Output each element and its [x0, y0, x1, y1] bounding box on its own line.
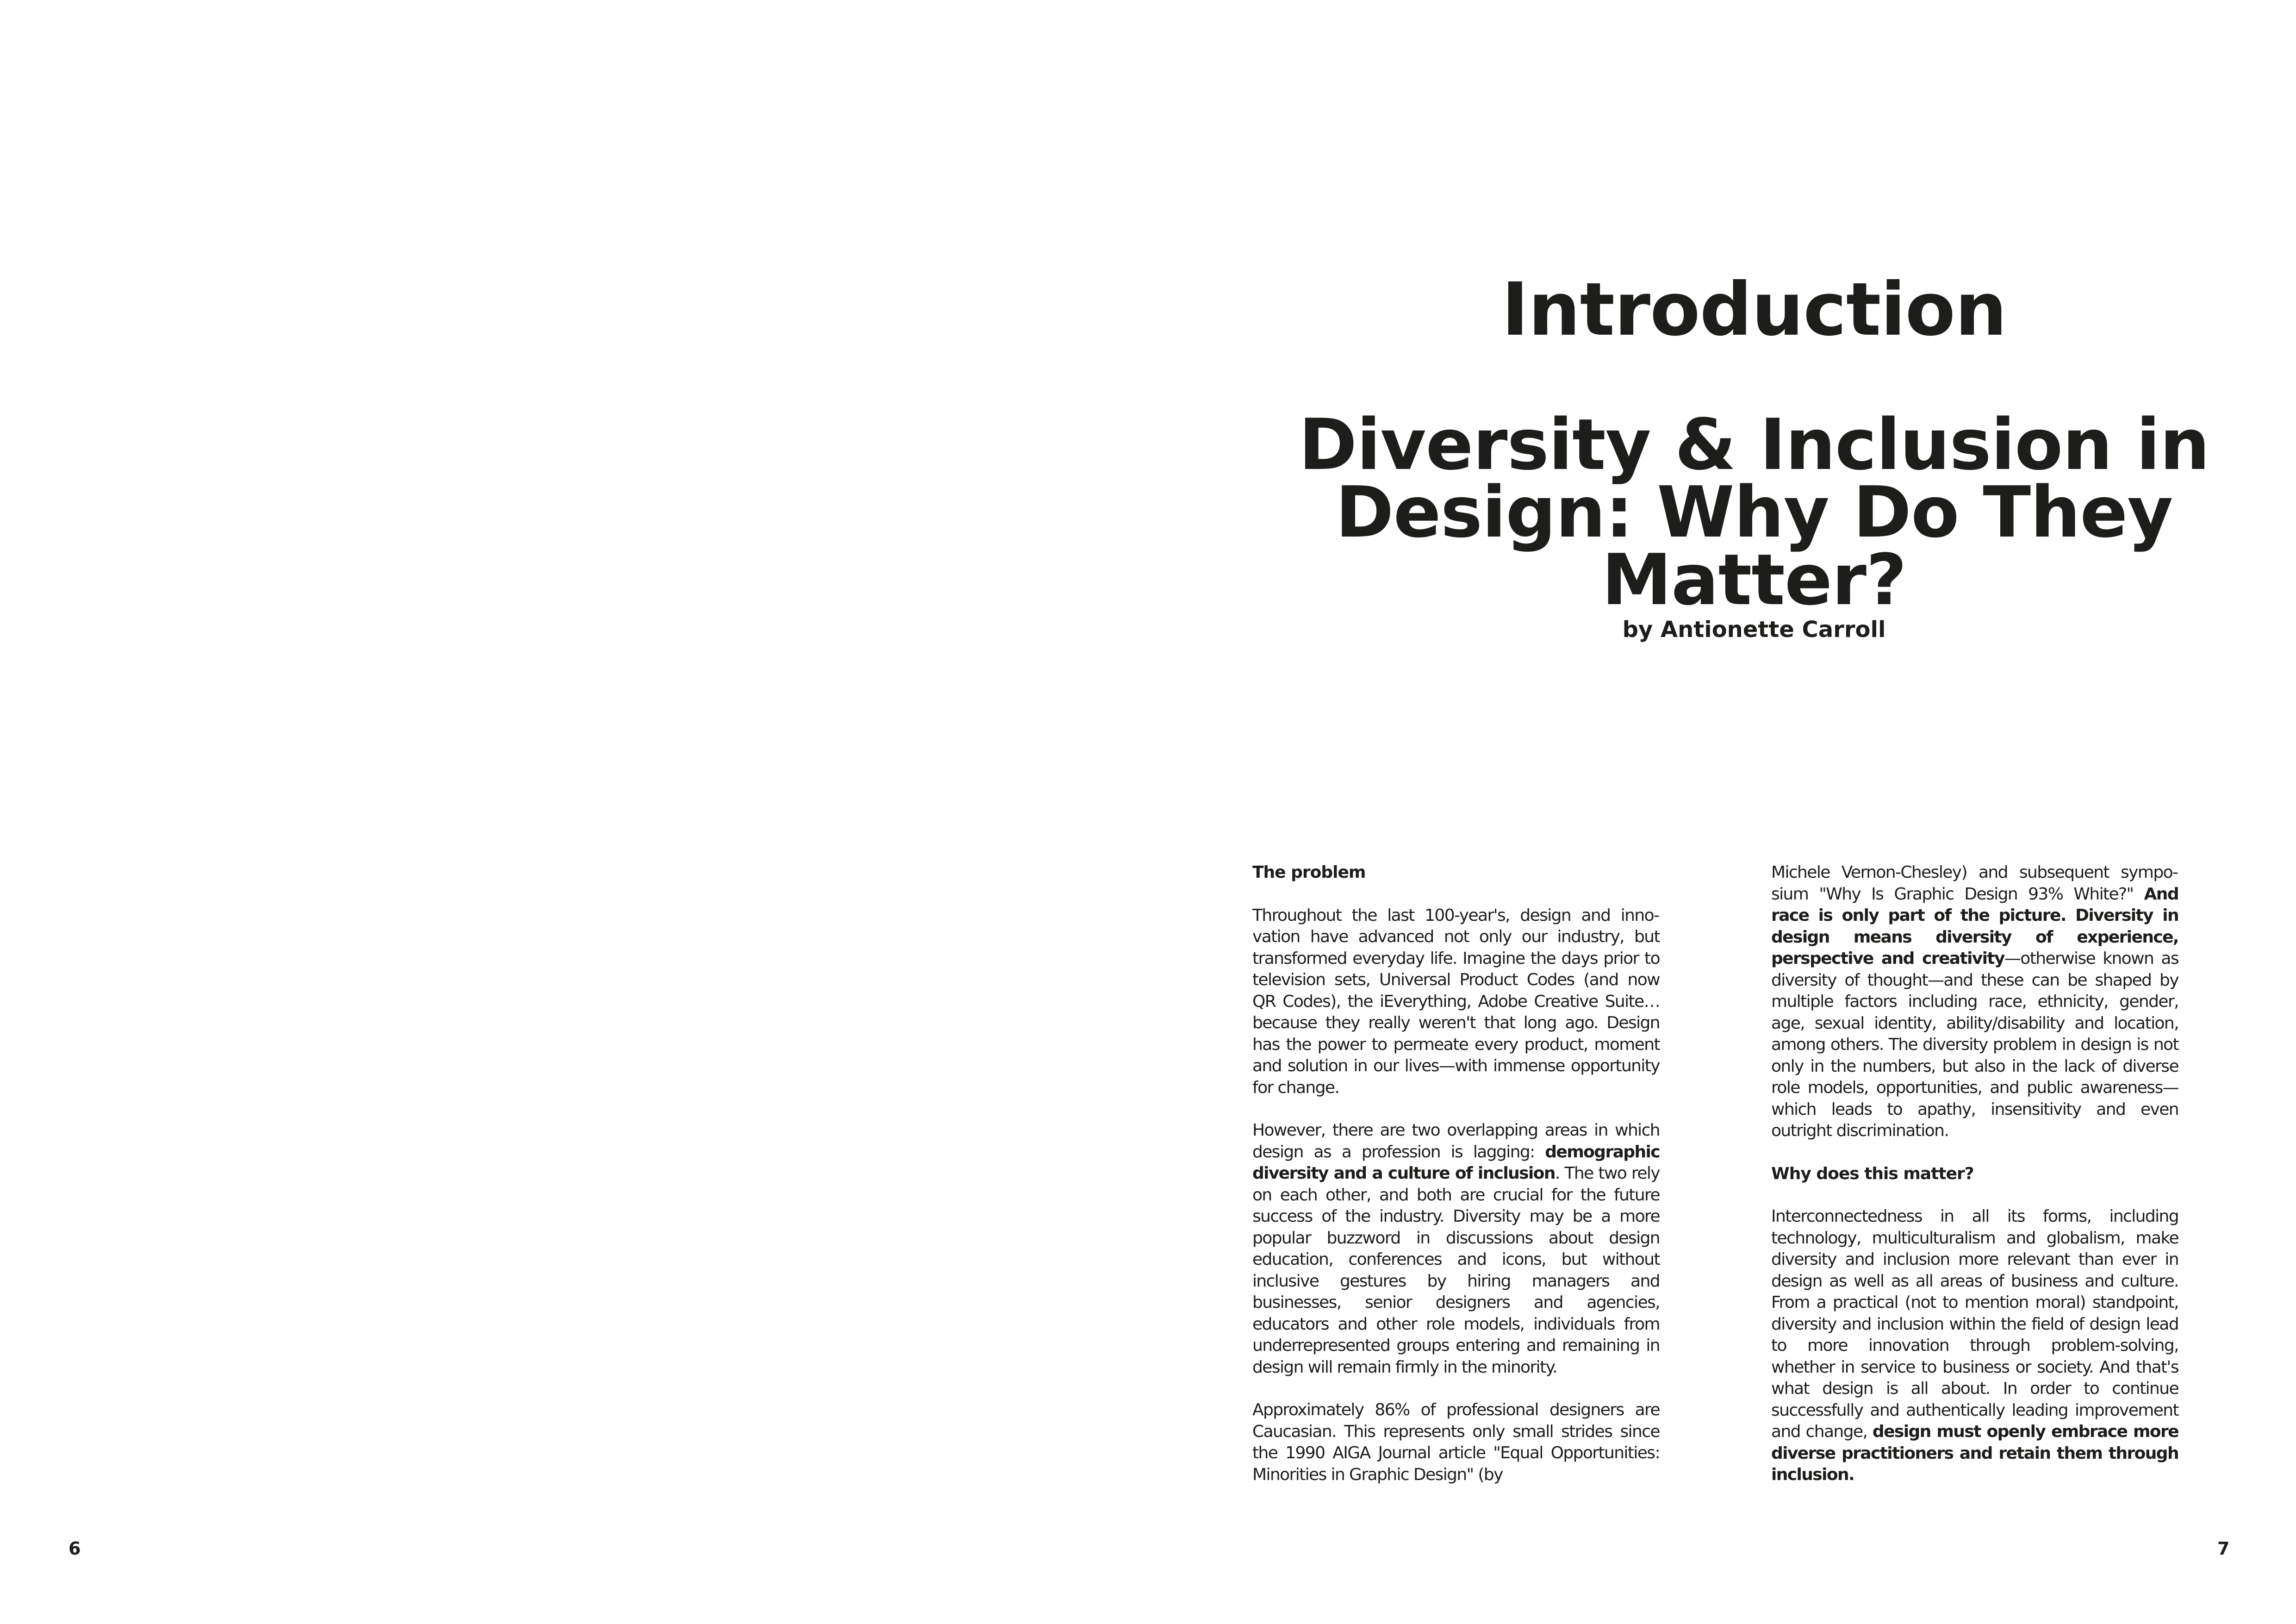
article-title [1268, 404, 2240, 621]
section-label: Introduction [1501, 267, 2007, 352]
bold-text-run: And race is only part of the picture. Diversity in design means diversity of experience, perspective and creativity [1771, 884, 2178, 968]
paragraph [1771, 1206, 2178, 1486]
text-run: However, there are two overlapping areas in which design as a profession is lagging: [1252, 1121, 1660, 1162]
page-number-right: 7 [2217, 1538, 2230, 1559]
bold-text-run: demographic diversity and a culture of inclusion [1252, 1142, 1660, 1183]
byline: by Antionette Carroll [1622, 617, 1886, 643]
paragraph: Approximately 86% of professional designers are Caucasian. This represents only small strides since the 1990 AIGA Journal article "Equal Opportunities: Minorities in Graphic Design" (by [1252, 1400, 1660, 1484]
title-block [1268, 267, 2240, 643]
title-line-2: Design: Why Do They [1335, 471, 2173, 553]
bold-text-run: design must openly embrace more diverse practitioners and retain them through inclusion. [1771, 1422, 2178, 1484]
text-run: —otherwise known as diversity of thought—and these can be shaped by multiple factors including race, ethnicity, gender, age, sexual identity, ability/disability and location, among others. The diversity problem in design is not only in the numbers, but also in the lack of diverse role models, opportunities, and public awareness—which leads to apathy, insensitivity and even outright discrimination. [1771, 949, 2178, 1140]
right-text-column [1771, 862, 2178, 1507]
title-line-1: Diversity & Inclusion in [1299, 404, 2209, 486]
left-text-column [1252, 862, 1660, 1507]
title-line-3: Matter? [1601, 539, 1907, 621]
text-run: Interconnectedness in all its forms, including technology, multiculturalism and globalism, make diversity and inclusion more relevant than ever in design as well as all areas of business and culture. From a practical (not to mention moral) standpoint, diversity and inclusion within the field of design lead to more innovation through problem-solving, whether in service to business or society. And that's what design is all about. In order to continue successfully and authentically leading improvement and change, [1771, 1207, 2178, 1441]
paragraph [1771, 862, 2178, 1142]
heading-why-does-this-matter: Why does this matter? [1771, 1164, 1974, 1183]
text-run: . The two rely on each other, and both are crucial for the future success of the industry. Diversity may be a more popular buzzword in discussions about design education, conferences and icons, but without inclusive gestures by hiring managers and businesses, senior designers and agencies, educators and other role models, individuals from underrepresented groups entering and remaining in design will remain firmly in the minority. [1252, 1164, 1660, 1377]
paragraph: Throughout the last 100-year's, design and innovation have advanced not only our industry, but transformed everyday life. Imagine the days prior to television sets, Universal Product Codes (and now QR Codes), the iEverything, Adobe Creative Suite…because they really weren't that long ago. Design has the power to permeate every product, moment and solution in our lives—with immense opportunity for change. [1252, 906, 1660, 1097]
text-run: Michele Vernon-Chesley) and subsequent symposium "Why Is Graphic Design 93% White?" [1771, 863, 2178, 904]
paragraph [1252, 1120, 1660, 1378]
heading-the-problem: The problem [1252, 863, 1366, 882]
page-number-left: 6 [68, 1538, 81, 1559]
